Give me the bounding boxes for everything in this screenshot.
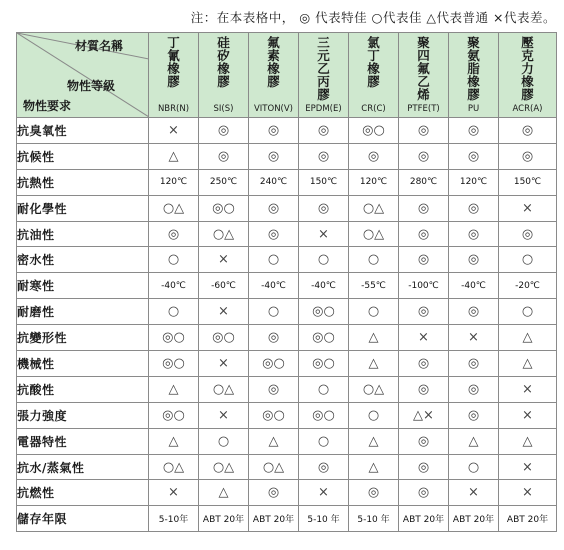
rating-cell: ◎ [199, 118, 249, 144]
rating-cell: ABT 20年 [449, 506, 499, 532]
rating-cell: ◎○ [299, 351, 349, 377]
material-header [249, 33, 299, 118]
material-properties-table [16, 32, 557, 532]
material-name: 硅 矽 橡 膠 [217, 35, 230, 89]
rating-cell: ◎○ [249, 402, 299, 428]
header-row [17, 33, 557, 118]
table-row [17, 247, 557, 273]
material-name: 聚 四 氟 乙 烯 [417, 35, 430, 102]
rating-cell: ○△ [349, 376, 399, 402]
rating-cell: ◎ [399, 428, 449, 454]
rating-cell: ◎○ [149, 325, 199, 351]
table-row [17, 221, 557, 247]
rating-cell: × [199, 351, 249, 377]
property-name-cell: 密水性 [17, 247, 149, 273]
table-row [17, 273, 557, 299]
rating-cell: ◎ [249, 195, 299, 221]
material-header [499, 33, 557, 118]
rating-cell: ◎○ [299, 402, 349, 428]
rating-cell: 5-10年 [149, 506, 199, 532]
table-row [17, 506, 557, 532]
rating-cell: × [399, 325, 449, 351]
rating-cell: ◎○ [149, 351, 199, 377]
table-row [17, 143, 557, 169]
rating-cell: ○ [299, 376, 349, 402]
material-header [149, 33, 199, 118]
rating-cell: × [449, 480, 499, 506]
material-name: 聚 氨 脂 橡 膠 [467, 35, 480, 102]
rating-cell: ◎ [399, 221, 449, 247]
rating-cell: ○ [149, 299, 199, 325]
rating-cell: -60℃ [199, 273, 249, 299]
rating-cell: ◎ [449, 376, 499, 402]
property-name-cell: 抗燃性 [17, 480, 149, 506]
rating-cell: △× [399, 402, 449, 428]
property-name-cell: 耐磨性 [17, 299, 149, 325]
material-code: NBR(N) [157, 104, 190, 114]
rating-cell: 240℃ [249, 169, 299, 195]
material-code: ACR(A) [512, 104, 543, 114]
rating-cell: ○△ [149, 195, 199, 221]
rating-cell: ◎○ [249, 351, 299, 377]
table-row [17, 351, 557, 377]
table-row [17, 118, 557, 144]
rating-cell: 5-10 年 [349, 506, 399, 532]
rating-cell: ◎○ [149, 402, 199, 428]
rating-cell: ◎○ [299, 299, 349, 325]
property-label: 物性要求 [23, 99, 72, 113]
rating-cell: ○ [499, 247, 557, 273]
rating-cell: ○△ [199, 221, 249, 247]
rating-cell: ◎○ [199, 325, 249, 351]
table-row [17, 480, 557, 506]
table-row [17, 402, 557, 428]
property-name-cell: 抗變形性 [17, 325, 149, 351]
rating-cell: △ [499, 351, 557, 377]
legend-note: 注：在本表格中， ◎ 代表特佳 ○代表佳 △代表普通 ×代表差。 [190, 10, 556, 25]
rating-cell: ○ [449, 454, 499, 480]
property-name-cell: 抗臭氧性 [17, 118, 149, 144]
property-name-cell: 抗油性 [17, 221, 149, 247]
rating-cell: ◎ [349, 480, 399, 506]
table-row [17, 428, 557, 454]
rating-cell: ◎ [399, 299, 449, 325]
rating-cell: ○ [199, 428, 249, 454]
material-name: 氯 丁 橡 膠 [367, 35, 380, 89]
rating-cell: ○ [299, 247, 349, 273]
rating-cell: △ [349, 428, 399, 454]
rating-cell: ◎○ [299, 325, 349, 351]
rating-cell: × [199, 247, 249, 273]
property-name-cell: 儲存年限 [17, 506, 149, 532]
material-header [399, 33, 449, 118]
header-corner-cell [17, 33, 149, 118]
rating-cell: △ [149, 428, 199, 454]
rating-cell: ◎ [449, 118, 499, 144]
rating-cell: ◎ [249, 480, 299, 506]
rating-cell: × [499, 480, 557, 506]
rating-cell: ◎ [349, 143, 399, 169]
table-row [17, 325, 557, 351]
rating-cell: △ [249, 428, 299, 454]
table-row [17, 169, 557, 195]
rating-cell: 280℃ [399, 169, 449, 195]
material-name: 氟 素 橡 膠 [267, 35, 280, 89]
rating-cell: △ [149, 376, 199, 402]
rating-cell: △ [349, 325, 399, 351]
rating-cell: ◎○ [349, 118, 399, 144]
rating-cell: ○ [499, 299, 557, 325]
rating-cell: -40℃ [299, 273, 349, 299]
rating-cell: ◎ [299, 143, 349, 169]
rating-cell: × [299, 221, 349, 247]
rating-cell: ◎ [399, 247, 449, 273]
table-row [17, 299, 557, 325]
rating-cell: 120℃ [149, 169, 199, 195]
rating-cell: ◎ [299, 454, 349, 480]
rating-cell: ◎ [399, 480, 449, 506]
rating-cell: -55℃ [349, 273, 399, 299]
rating-cell: ○ [349, 247, 399, 273]
rating-cell: ◎ [199, 143, 249, 169]
rating-cell: ○ [249, 299, 299, 325]
material-name-label: 材質名稱 [75, 39, 124, 53]
rating-cell: ◎ [499, 118, 557, 144]
rating-cell: ○ [149, 247, 199, 273]
rating-cell: -40℃ [249, 273, 299, 299]
rating-cell: × [499, 402, 557, 428]
rating-cell: △ [199, 480, 249, 506]
rating-cell: -40℃ [149, 273, 199, 299]
rating-cell: ◎ [449, 402, 499, 428]
material-name: 三 元 乙 丙 膠 [317, 35, 330, 102]
rating-cell: × [299, 480, 349, 506]
rating-cell: 5-10 年 [299, 506, 349, 532]
table-row [17, 454, 557, 480]
rating-cell: ◎ [249, 221, 299, 247]
rating-cell: ◎ [499, 221, 557, 247]
rating-cell: ○ [349, 402, 399, 428]
rating-cell: × [149, 480, 199, 506]
rating-cell: ◎○ [199, 195, 249, 221]
rating-cell: ◎ [399, 143, 449, 169]
rating-cell: ○ [299, 428, 349, 454]
material-code: PTFE(T) [407, 104, 440, 114]
rating-cell: ◎ [399, 118, 449, 144]
rating-cell: ◎ [299, 118, 349, 144]
rating-cell: ○△ [349, 195, 399, 221]
rating-cell: ◎ [249, 118, 299, 144]
rating-cell: ◎ [399, 454, 449, 480]
rating-cell: ABT 20年 [399, 506, 449, 532]
rating-cell: × [149, 118, 199, 144]
rating-cell: ◎ [449, 221, 499, 247]
material-name: 丁 氰 橡 膠 [167, 35, 180, 89]
rating-cell: 120℃ [349, 169, 399, 195]
rating-cell: ○△ [149, 454, 199, 480]
rating-cell: ◎ [249, 376, 299, 402]
rating-cell: 150℃ [499, 169, 557, 195]
rating-cell: 150℃ [299, 169, 349, 195]
table-row [17, 195, 557, 221]
rating-cell: ◎ [449, 195, 499, 221]
table-row [17, 376, 557, 402]
rating-cell: × [499, 195, 557, 221]
material-code: CR(C) [361, 104, 386, 114]
table-body [17, 118, 557, 532]
rating-cell: × [449, 325, 499, 351]
material-code: SI(S) [213, 104, 234, 114]
rating-cell: ◎ [399, 351, 449, 377]
material-header [299, 33, 349, 118]
rating-cell: ◎ [149, 221, 199, 247]
property-name-cell: 抗水/蒸氣性 [17, 454, 149, 480]
property-name-cell: 電器特性 [17, 428, 149, 454]
rating-cell: -40℃ [449, 273, 499, 299]
rating-cell: 250℃ [199, 169, 249, 195]
rating-cell: △ [149, 143, 199, 169]
rating-cell: ◎ [449, 351, 499, 377]
rating-cell: △ [349, 454, 399, 480]
rating-cell: ○ [249, 247, 299, 273]
rating-cell: ◎ [399, 376, 449, 402]
rating-cell: ○△ [199, 376, 249, 402]
material-code: EPDM(E) [305, 104, 342, 114]
property-name-cell: 耐化學性 [17, 195, 149, 221]
rating-cell: -20℃ [499, 273, 557, 299]
rating-cell: ○△ [249, 454, 299, 480]
rating-cell: ABT 20年 [199, 506, 249, 532]
rating-cell: × [499, 454, 557, 480]
rating-cell: ○△ [349, 221, 399, 247]
rating-cell: △ [499, 428, 557, 454]
material-header [449, 33, 499, 118]
rating-cell: × [199, 402, 249, 428]
material-header [199, 33, 249, 118]
rating-cell: ◎ [449, 299, 499, 325]
property-name-cell: 抗候性 [17, 143, 149, 169]
property-name-cell: 張力強度 [17, 402, 149, 428]
property-name-cell: 機械性 [17, 351, 149, 377]
rating-cell: ○ [349, 299, 399, 325]
rating-cell: ABT 20年 [499, 506, 557, 532]
material-name: 壓 克 力 橡 膠 [521, 35, 534, 102]
material-header [349, 33, 399, 118]
rating-cell: ◎ [499, 143, 557, 169]
rating-cell: ◎ [449, 143, 499, 169]
rating-cell: ◎ [449, 247, 499, 273]
grade-label: 物性等級 [67, 79, 116, 93]
rating-cell: -100℃ [399, 273, 449, 299]
rating-cell: △ [449, 428, 499, 454]
rating-cell: × [499, 376, 557, 402]
rating-cell: ◎ [299, 195, 349, 221]
material-code: PU [467, 104, 480, 114]
rating-cell: × [199, 299, 249, 325]
rating-cell: ◎ [249, 325, 299, 351]
rating-cell: ○△ [199, 454, 249, 480]
property-name-cell: 抗熱性 [17, 169, 149, 195]
property-name-cell: 耐寒性 [17, 273, 149, 299]
rating-cell: 120℃ [449, 169, 499, 195]
material-code: VITON(V) [253, 104, 293, 114]
rating-cell: ◎ [249, 143, 299, 169]
rating-cell: ◎ [399, 195, 449, 221]
rating-cell: ABT 20年 [249, 506, 299, 532]
rating-cell: △ [349, 351, 399, 377]
rating-cell: △ [499, 325, 557, 351]
property-name-cell: 抗酸性 [17, 376, 149, 402]
